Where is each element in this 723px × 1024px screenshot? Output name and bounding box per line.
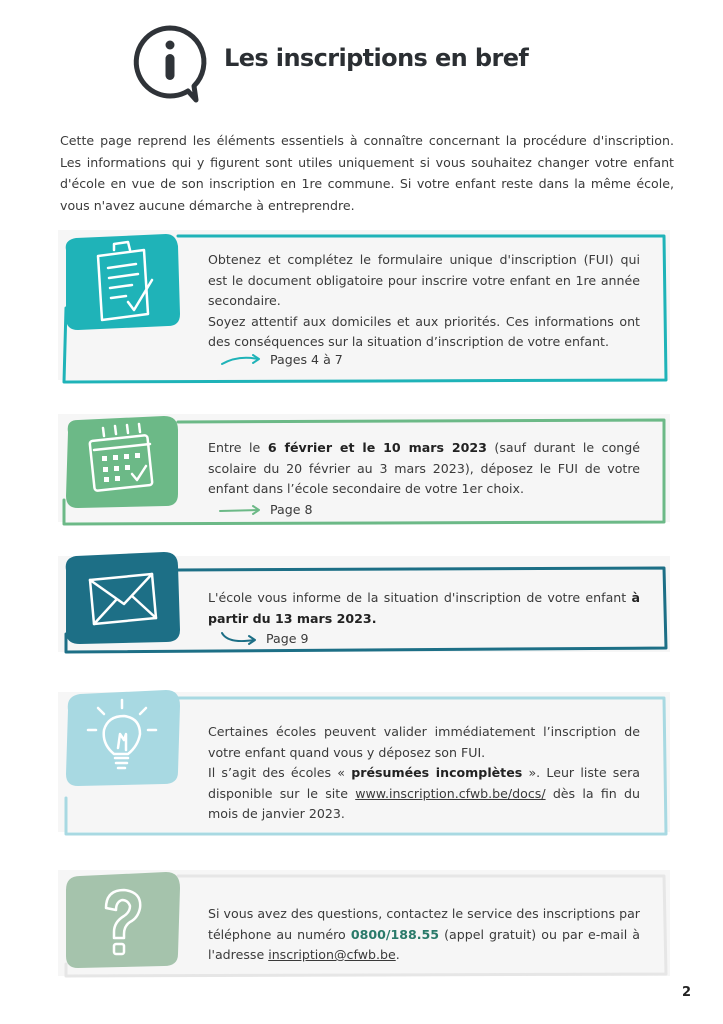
arrow-right-icon (220, 353, 264, 367)
result-date: à partir du 13 mars 2023. (208, 590, 640, 626)
text-run: L'école vous informe de la situation d'inscription de votre enfant (208, 590, 632, 605)
page-reference (220, 630, 309, 646)
lightbulb-icon (62, 688, 182, 788)
text-run: Il s’agit des écoles « (208, 765, 352, 780)
step-card-fui (48, 222, 678, 390)
info-bubble-icon (130, 22, 210, 106)
text-run: (appel gratuit) ou par e-mail à l'adresse (208, 926, 640, 962)
text-run: ». Leur liste sera disponible sur le site (208, 765, 641, 801)
text-run: Entre le (208, 440, 268, 455)
card-paragraph (208, 588, 640, 629)
presumed-incomplete-label: présumées incomplètes (351, 765, 523, 780)
card-paragraph: Soyez attentif aux domiciles et aux priorités. Ces informations ont des conséquences sur la situation d’inscription de votre enfant. (208, 313, 640, 349)
docs-link[interactable]: www.inscription.cfwb.be/docs/ (355, 785, 546, 801)
intro-paragraph: Cette page reprend les éléments essentiels à connaître concernant la procédure d'inscription. Les informations qui y figurent sont utiles uniquement si vous souhaitez changer votre enfant d'école en vue de son inscription en 1re commune. Si votre enfant reste dans la même école, vous n'avez aucune démarche à entreprendre. (60, 133, 674, 213)
page-reference-label: Page 8 (270, 502, 313, 517)
page-number: 2 (681, 985, 691, 1000)
page-reference-label: Page 9 (266, 630, 309, 646)
step-card-result (48, 548, 678, 660)
card-paragraph (208, 763, 640, 825)
page-reference (218, 502, 313, 517)
page-reference-label: Pages 4 à 7 (270, 352, 343, 367)
clipboard-checklist-icon (62, 232, 182, 332)
page-reference (220, 352, 343, 367)
step-card-schools (48, 684, 678, 840)
card-text (208, 438, 640, 500)
card-paragraph (208, 904, 640, 966)
text-run: . (395, 947, 400, 962)
question-mark-icon (62, 870, 182, 970)
card-text (208, 250, 640, 353)
text-run: dès la fin du mois de janvier 2023. (208, 785, 640, 821)
page-title: Les inscriptions en bref (224, 44, 529, 72)
text-run: Si vous avez des questions, contactez le service des inscriptions par téléphone au numéro (208, 906, 640, 942)
calendar-icon (62, 414, 182, 510)
card-paragraph (208, 438, 640, 500)
email-link[interactable]: inscription@cfwb.be (268, 947, 396, 962)
card-text (208, 588, 640, 629)
contact-card (48, 864, 678, 984)
arrow-curved-icon (220, 630, 260, 646)
card-text (208, 722, 640, 825)
date-range: 6 février et le 10 mars 2023 (267, 440, 487, 455)
card-paragraph: Obtenez et complétez le formulaire unique d'inscription (FUI) qui est le document obligatoire pour inscrire votre enfant en 1re année secondaire. (208, 252, 640, 308)
card-text (208, 904, 640, 966)
phone-number[interactable]: 0800/188.55 (350, 926, 440, 942)
envelope-icon (62, 550, 182, 646)
step-card-dates (48, 408, 678, 530)
card-paragraph: Certaines écoles peuvent valider immédiatement l’inscription de votre enfant quand vous y déposez son FUI. (208, 724, 640, 760)
page-header (130, 22, 590, 110)
text-run: (sauf durant le congé scolaire du 20 février au 3 mars 2023), déposez le FUI de votre enfant dans l’école secondaire de votre 1er choix. (208, 440, 641, 496)
arrow-right-icon (218, 503, 264, 517)
